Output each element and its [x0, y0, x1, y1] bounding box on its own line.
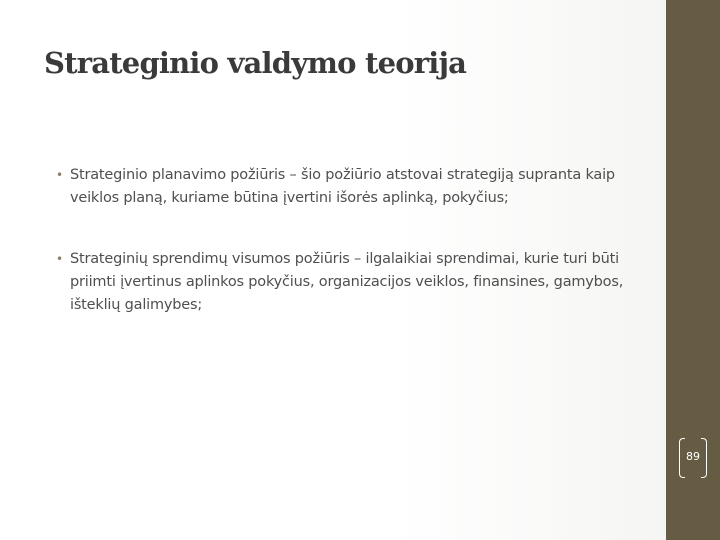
right-bracket-icon	[701, 438, 707, 478]
bullet-text: Strateginių sprendimų visumos požiūris – ilgalaikiai sprendimai, kurie turi būti priimti įvertinus aplinkos pokyčius, organizacijos veiklos, finansines, gamybos, išteklių galimybes;	[70, 251, 624, 313]
page-number: 89	[686, 449, 700, 463]
bullet-item	[56, 248, 636, 317]
bullet-dot-icon: •	[56, 252, 63, 266]
bullet-text: Strateginio planavimo požiūris – šio požiūrio atstovai strategiją supranta kaip veiklos planą, kuriame būtina įvertini išorės aplinką, pokyčius;	[70, 167, 615, 206]
slide-title: Strateginio valdymo teorija	[44, 46, 467, 80]
left-bracket-icon	[679, 438, 685, 478]
bullet-dot-icon: •	[56, 168, 63, 182]
bullet-list	[56, 164, 636, 317]
bullet-item	[56, 164, 636, 210]
page-number-badge	[679, 438, 707, 478]
